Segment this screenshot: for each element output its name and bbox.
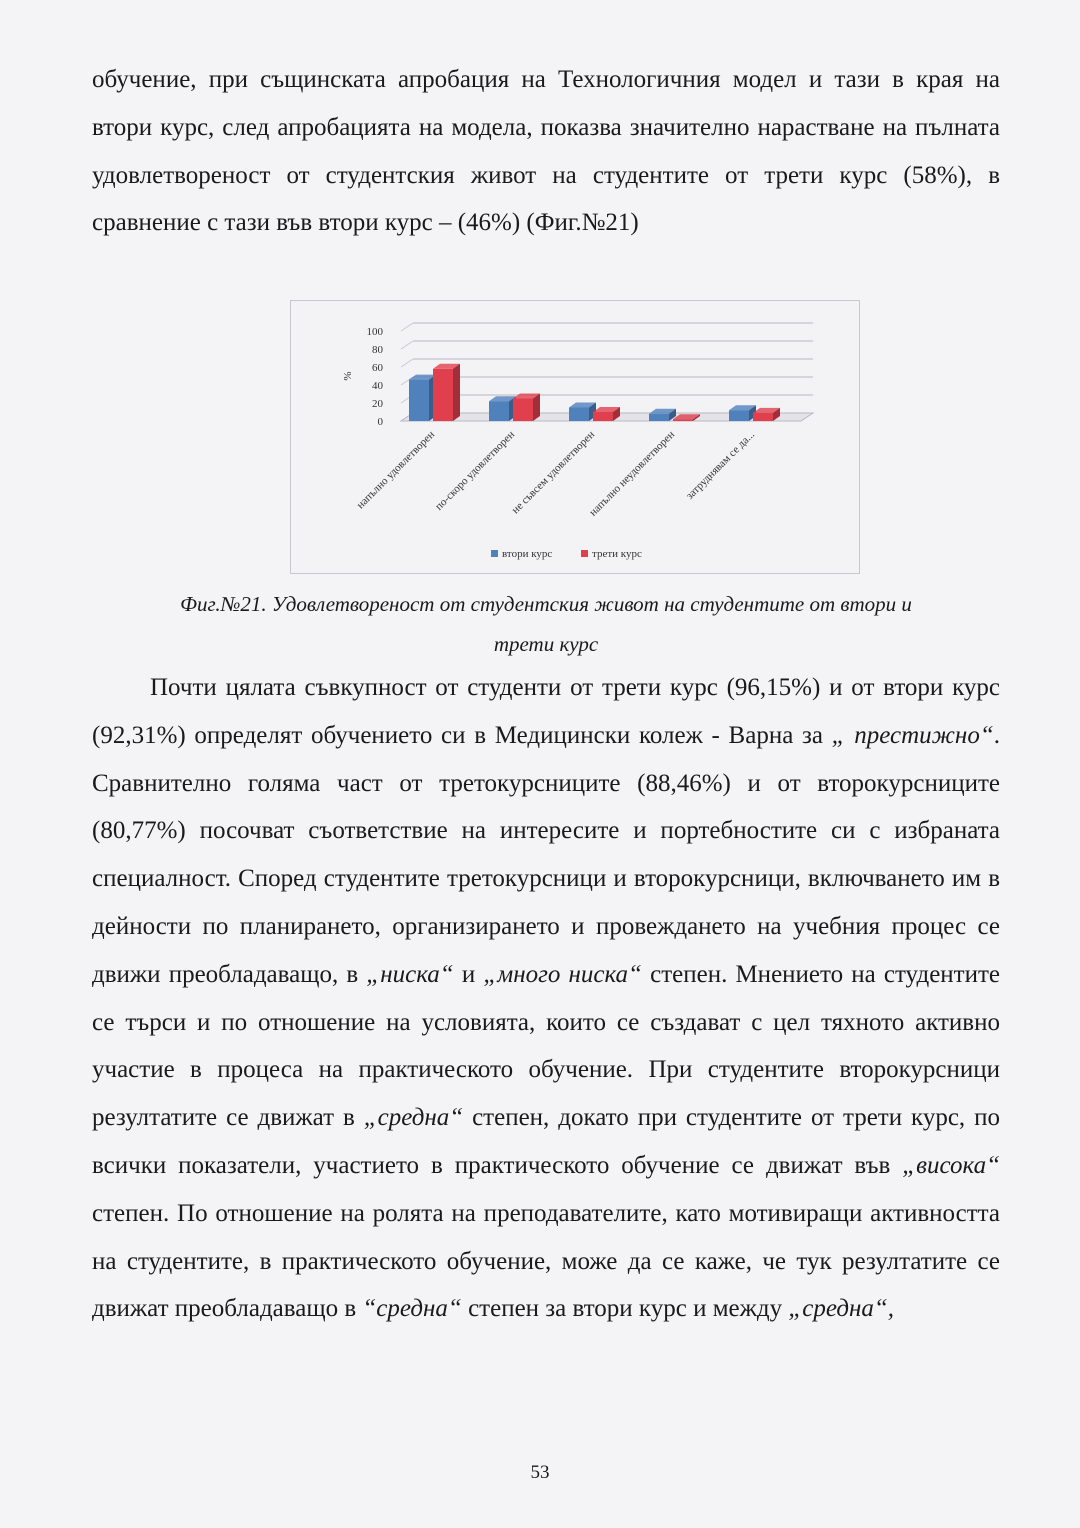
legend-swatch xyxy=(491,550,498,557)
y-tick-label: 80 xyxy=(372,344,383,356)
legend-label: втори курс xyxy=(502,548,553,560)
intro-paragraph: обучение, при същинската апробация на Технологичния модел и тази в края на втори курс, след апробацията на модела, показва значително нарастване на пълната удовлетвореност от студентския живот на студентите от трети курс (58%), в сравнение с тази във втори курс – (46%) (Фиг.№21) xyxy=(92,66,1000,237)
legend-swatch xyxy=(581,550,588,557)
body-text-1: Почти цялата съвкупност от студенти от трети курс (96,15%) и от втори курс (92,31%) определят обучението си в Медицински колеж - Варна за xyxy=(92,674,1000,749)
quote-very-low: „много ниска“ xyxy=(483,960,642,988)
bar-third-year xyxy=(513,399,533,422)
bar-third-year xyxy=(673,419,693,421)
figure-21-chart xyxy=(290,300,860,574)
bar-third-year xyxy=(753,413,773,421)
y-tick-label: 20 xyxy=(372,398,383,410)
gridline-side xyxy=(401,341,413,349)
quote-prestigious: „ престижно“ xyxy=(831,721,994,749)
bar-chart xyxy=(291,301,859,573)
body-text-6: степен. По отношение на ролята на преподавателите, като мотивиращи активността на студентите, в практическото обучение, може да се каже, че тук резултатите се движат преобладаващо в xyxy=(92,1199,1000,1323)
x-tick-label: напълно неудовлетворен xyxy=(587,428,678,519)
quote-high: „висока“ xyxy=(902,1151,1000,1179)
bar-second-year xyxy=(649,414,669,421)
bar-second-year xyxy=(489,401,509,421)
y-tick-label: 60 xyxy=(372,362,383,374)
body-text-2: . Сравнително голяма част от третокурсниците (88,46%) и от второкурсниците (80,77%) посочват съответствие на интересите и портебностите си с избраната специалност. Според студентите третокурсници и второкурсници, включването им в дейности по планирането, организирането и провеждането на учебния процес се движи преобладаващо, в xyxy=(92,721,1000,988)
bar-third-year xyxy=(433,369,453,421)
bar-second-year xyxy=(569,408,589,422)
gridline-side xyxy=(401,359,413,367)
quote-medium-3: „средна“, xyxy=(788,1295,895,1323)
quote-low: „ниска“ xyxy=(366,960,454,988)
page-number: 53 xyxy=(530,1462,550,1483)
x-tick-label: напълно удовлетворен xyxy=(354,428,438,512)
quote-medium-2: “средна“ xyxy=(362,1295,462,1323)
x-tick-label: не съвсем удовлетворен xyxy=(509,428,598,517)
bar-third-year xyxy=(593,412,613,421)
y-tick-label: 40 xyxy=(372,380,383,392)
body-paragraph xyxy=(92,664,1000,1333)
bar-side xyxy=(453,364,460,421)
bar-second-year xyxy=(729,410,749,421)
y-tick-label: 100 xyxy=(366,326,383,338)
x-tick-label: по-скоро удовлетворен xyxy=(432,428,518,513)
y-tick-label: 0 xyxy=(377,416,383,428)
body-text-7: степен за втори курс и между xyxy=(461,1295,789,1323)
body-text-3: и xyxy=(453,960,484,988)
figure-caption-line1: Фиг.№21. Удовлетвореност от студентския живот на студентите от втори и xyxy=(180,592,912,616)
legend-label: трети курс xyxy=(592,548,642,560)
bar-second-year xyxy=(409,380,429,421)
figure-caption-line2: трети курс xyxy=(493,632,599,656)
y-axis-label: % xyxy=(342,371,354,381)
quote-medium: „средна“ xyxy=(363,1104,464,1132)
body-text-4: степен. Мнението на студентите се търси и по отношение на условията, които се създават с цел тяхното активно участие в процеса на практическото обучение. При студентите второкурсници резултатите се движат в xyxy=(92,960,1000,1132)
x-tick-label: затруднявам се да... xyxy=(683,428,758,502)
gridline-side xyxy=(401,323,413,331)
body-text-5: степен, докато при студентите от трети курс, по всички показатели, участието в практическото обучение се движат във xyxy=(92,1104,1000,1179)
